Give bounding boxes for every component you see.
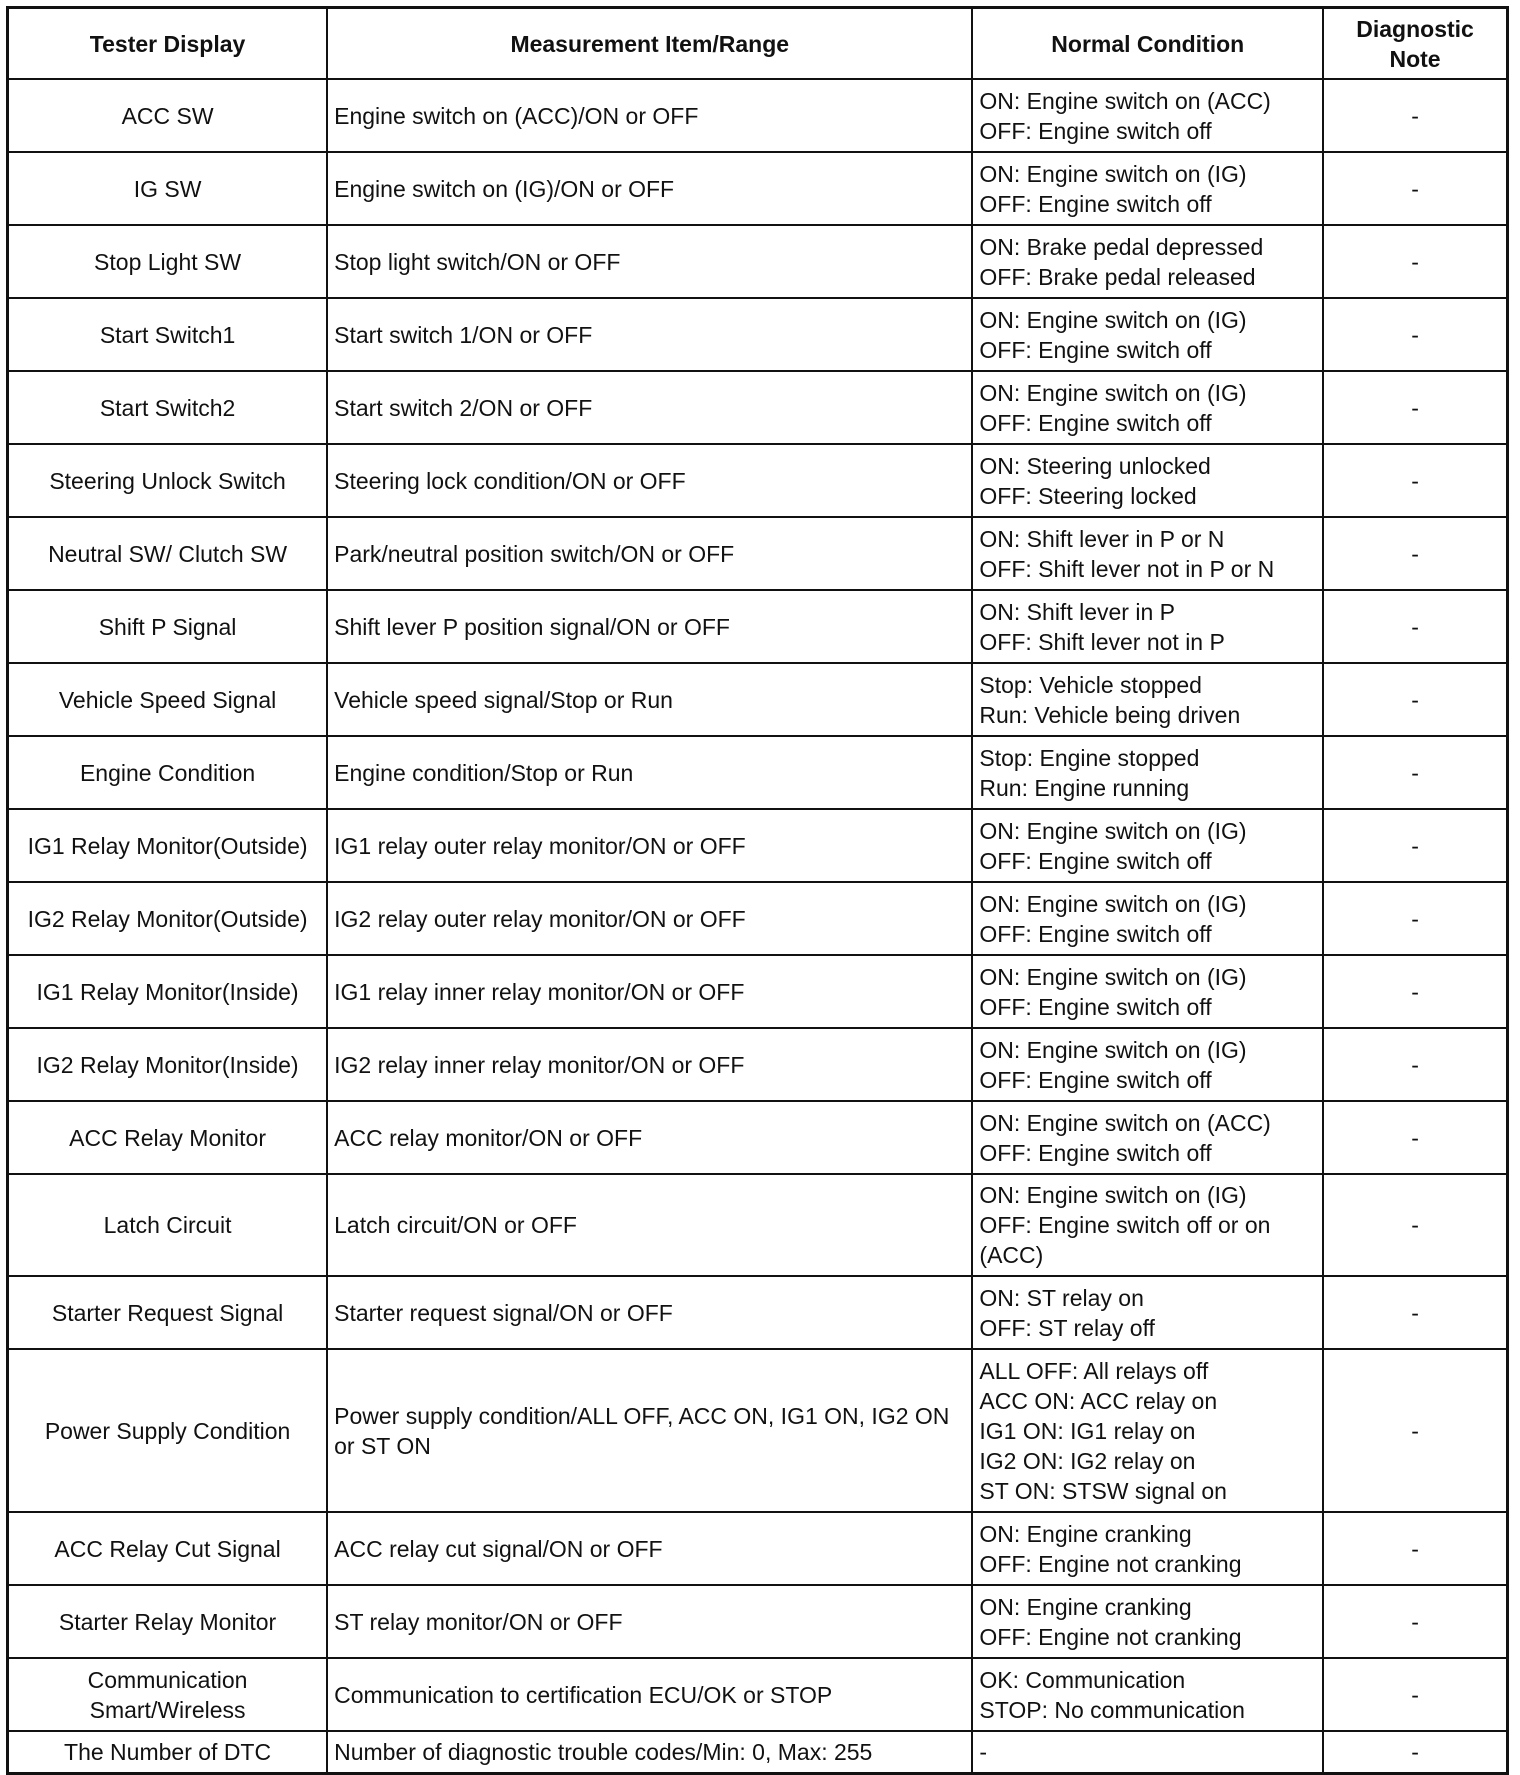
- cell-diagnostic-note: -: [1323, 79, 1507, 152]
- cell-normal-condition: ON: Steering unlocked OFF: Steering locked: [972, 444, 1323, 517]
- header-normal-condition: Normal Condition: [972, 8, 1323, 80]
- table-row: [8, 225, 1508, 298]
- cell-normal-condition: Stop: Vehicle stopped Run: Vehicle being driven: [972, 663, 1323, 736]
- cell-measurement-item: Engine switch on (IG)/ON or OFF: [327, 152, 972, 225]
- cell-diagnostic-note: -: [1323, 1101, 1507, 1174]
- cell-tester-display: Stop Light SW: [8, 225, 328, 298]
- cell-diagnostic-note: -: [1323, 1512, 1507, 1585]
- header-row: [8, 8, 1508, 80]
- cell-tester-display: Shift P Signal: [8, 590, 328, 663]
- cell-normal-condition: ON: Engine switch on (IG) OFF: Engine switch off or on (ACC): [972, 1174, 1323, 1276]
- cell-tester-display: IG2 Relay Monitor(Outside): [8, 882, 328, 955]
- cell-normal-condition: ON: Engine switch on (IG) OFF: Engine switch off: [972, 298, 1323, 371]
- cell-diagnostic-note: -: [1323, 444, 1507, 517]
- cell-tester-display: Start Switch1: [8, 298, 328, 371]
- cell-tester-display: Steering Unlock Switch: [8, 444, 328, 517]
- cell-diagnostic-note: -: [1323, 1028, 1507, 1101]
- table-header: [8, 8, 1508, 80]
- cell-measurement-item: IG1 relay outer relay monitor/ON or OFF: [327, 809, 972, 882]
- table-row: [8, 298, 1508, 371]
- cell-measurement-item: IG1 relay inner relay monitor/ON or OFF: [327, 955, 972, 1028]
- table-row: [8, 1585, 1508, 1658]
- cell-tester-display: Communication Smart/Wireless: [8, 1658, 328, 1731]
- table-row: [8, 1101, 1508, 1174]
- cell-normal-condition: Stop: Engine stopped Run: Engine running: [972, 736, 1323, 809]
- table-row: [8, 1174, 1508, 1276]
- cell-normal-condition: ON: Shift lever in P or N OFF: Shift lever not in P or N: [972, 517, 1323, 590]
- cell-diagnostic-note: -: [1323, 225, 1507, 298]
- cell-tester-display: Start Switch2: [8, 371, 328, 444]
- table-row: [8, 809, 1508, 882]
- cell-measurement-item: Number of diagnostic trouble codes/Min: 0, Max: 255: [327, 1731, 972, 1773]
- cell-diagnostic-note: -: [1323, 371, 1507, 444]
- cell-normal-condition: ON: Shift lever in P OFF: Shift lever not in P: [972, 590, 1323, 663]
- header-tester-display: Tester Display: [8, 8, 328, 80]
- cell-diagnostic-note: -: [1323, 590, 1507, 663]
- cell-normal-condition: ON: ST relay on OFF: ST relay off: [972, 1276, 1323, 1349]
- table-row: [8, 444, 1508, 517]
- cell-measurement-item: Starter request signal/ON or OFF: [327, 1276, 972, 1349]
- cell-tester-display: ACC Relay Monitor: [8, 1101, 328, 1174]
- cell-diagnostic-note: -: [1323, 517, 1507, 590]
- cell-diagnostic-note: -: [1323, 298, 1507, 371]
- header-measurement-item: Measurement Item/Range: [327, 8, 972, 80]
- cell-diagnostic-note: -: [1323, 882, 1507, 955]
- header-diagnostic-note: Diagnostic Note: [1323, 8, 1507, 80]
- cell-diagnostic-note: -: [1323, 663, 1507, 736]
- cell-normal-condition: ON: Engine switch on (IG) OFF: Engine switch off: [972, 809, 1323, 882]
- cell-tester-display: IG SW: [8, 152, 328, 225]
- cell-measurement-item: IG2 relay inner relay monitor/ON or OFF: [327, 1028, 972, 1101]
- table-row: [8, 1028, 1508, 1101]
- cell-diagnostic-note: -: [1323, 955, 1507, 1028]
- cell-tester-display: Engine Condition: [8, 736, 328, 809]
- data-list-table: [6, 6, 1509, 1775]
- cell-measurement-item: Engine condition/Stop or Run: [327, 736, 972, 809]
- cell-measurement-item: Power supply condition/ALL OFF, ACC ON, IG1 ON, IG2 ON or ST ON: [327, 1349, 972, 1512]
- table-row: [8, 152, 1508, 225]
- cell-measurement-item: Vehicle speed signal/Stop or Run: [327, 663, 972, 736]
- cell-tester-display: IG1 Relay Monitor(Outside): [8, 809, 328, 882]
- cell-normal-condition: ON: Engine switch on (IG) OFF: Engine switch off: [972, 371, 1323, 444]
- cell-tester-display: IG2 Relay Monitor(Inside): [8, 1028, 328, 1101]
- cell-measurement-item: Communication to certification ECU/OK or STOP: [327, 1658, 972, 1731]
- table-row: [8, 663, 1508, 736]
- cell-tester-display: IG1 Relay Monitor(Inside): [8, 955, 328, 1028]
- table-row: [8, 79, 1508, 152]
- cell-measurement-item: Steering lock condition/ON or OFF: [327, 444, 972, 517]
- cell-diagnostic-note: -: [1323, 1276, 1507, 1349]
- cell-tester-display: The Number of DTC: [8, 1731, 328, 1773]
- cell-normal-condition: ALL OFF: All relays off ACC ON: ACC relay on IG1 ON: IG1 relay on IG2 ON: IG2 relay on ST ON: STSW signal on: [972, 1349, 1323, 1512]
- table-row: [8, 1276, 1508, 1349]
- cell-measurement-item: Start switch 2/ON or OFF: [327, 371, 972, 444]
- table-row: [8, 955, 1508, 1028]
- cell-measurement-item: Shift lever P position signal/ON or OFF: [327, 590, 972, 663]
- cell-tester-display: ACC Relay Cut Signal: [8, 1512, 328, 1585]
- cell-measurement-item: ACC relay cut signal/ON or OFF: [327, 1512, 972, 1585]
- table-row: [8, 590, 1508, 663]
- cell-measurement-item: ACC relay monitor/ON or OFF: [327, 1101, 972, 1174]
- cell-tester-display: Starter Relay Monitor: [8, 1585, 328, 1658]
- cell-normal-condition: ON: Engine cranking OFF: Engine not cranking: [972, 1512, 1323, 1585]
- table-row: [8, 882, 1508, 955]
- cell-normal-condition: ON: Engine switch on (IG) OFF: Engine switch off: [972, 1028, 1323, 1101]
- table-row: [8, 1731, 1508, 1773]
- cell-measurement-item: IG2 relay outer relay monitor/ON or OFF: [327, 882, 972, 955]
- cell-normal-condition: ON: Brake pedal depressed OFF: Brake pedal released: [972, 225, 1323, 298]
- cell-measurement-item: Start switch 1/ON or OFF: [327, 298, 972, 371]
- cell-measurement-item: Stop light switch/ON or OFF: [327, 225, 972, 298]
- cell-diagnostic-note: -: [1323, 1731, 1507, 1773]
- cell-diagnostic-note: -: [1323, 1174, 1507, 1276]
- cell-normal-condition: ON: Engine switch on (IG) OFF: Engine switch off: [972, 152, 1323, 225]
- cell-diagnostic-note: -: [1323, 809, 1507, 882]
- cell-normal-condition: -: [972, 1731, 1323, 1773]
- cell-normal-condition: ON: Engine switch on (ACC) OFF: Engine switch off: [972, 79, 1323, 152]
- cell-diagnostic-note: -: [1323, 736, 1507, 809]
- cell-measurement-item: ST relay monitor/ON or OFF: [327, 1585, 972, 1658]
- table-row: [8, 736, 1508, 809]
- cell-normal-condition: OK: Communication STOP: No communication: [972, 1658, 1323, 1731]
- table-body: [8, 79, 1508, 1773]
- cell-normal-condition: ON: Engine switch on (ACC) OFF: Engine switch off: [972, 1101, 1323, 1174]
- cell-tester-display: Vehicle Speed Signal: [8, 663, 328, 736]
- cell-measurement-item: Engine switch on (ACC)/ON or OFF: [327, 79, 972, 152]
- cell-normal-condition: ON: Engine switch on (IG) OFF: Engine switch off: [972, 955, 1323, 1028]
- table-row: [8, 1512, 1508, 1585]
- cell-tester-display: Latch Circuit: [8, 1174, 328, 1276]
- cell-diagnostic-note: -: [1323, 1658, 1507, 1731]
- table-row: [8, 1658, 1508, 1731]
- cell-measurement-item: Park/neutral position switch/ON or OFF: [327, 517, 972, 590]
- cell-diagnostic-note: -: [1323, 1349, 1507, 1512]
- cell-tester-display: Starter Request Signal: [8, 1276, 328, 1349]
- cell-measurement-item: Latch circuit/ON or OFF: [327, 1174, 972, 1276]
- table-row: [8, 371, 1508, 444]
- cell-diagnostic-note: -: [1323, 1585, 1507, 1658]
- cell-diagnostic-note: -: [1323, 152, 1507, 225]
- table-row: [8, 1349, 1508, 1512]
- cell-normal-condition: ON: Engine switch on (IG) OFF: Engine switch off: [972, 882, 1323, 955]
- cell-normal-condition: ON: Engine cranking OFF: Engine not cranking: [972, 1585, 1323, 1658]
- cell-tester-display: Power Supply Condition: [8, 1349, 328, 1512]
- cell-tester-display: Neutral SW/ Clutch SW: [8, 517, 328, 590]
- cell-tester-display: ACC SW: [8, 79, 328, 152]
- table-row: [8, 517, 1508, 590]
